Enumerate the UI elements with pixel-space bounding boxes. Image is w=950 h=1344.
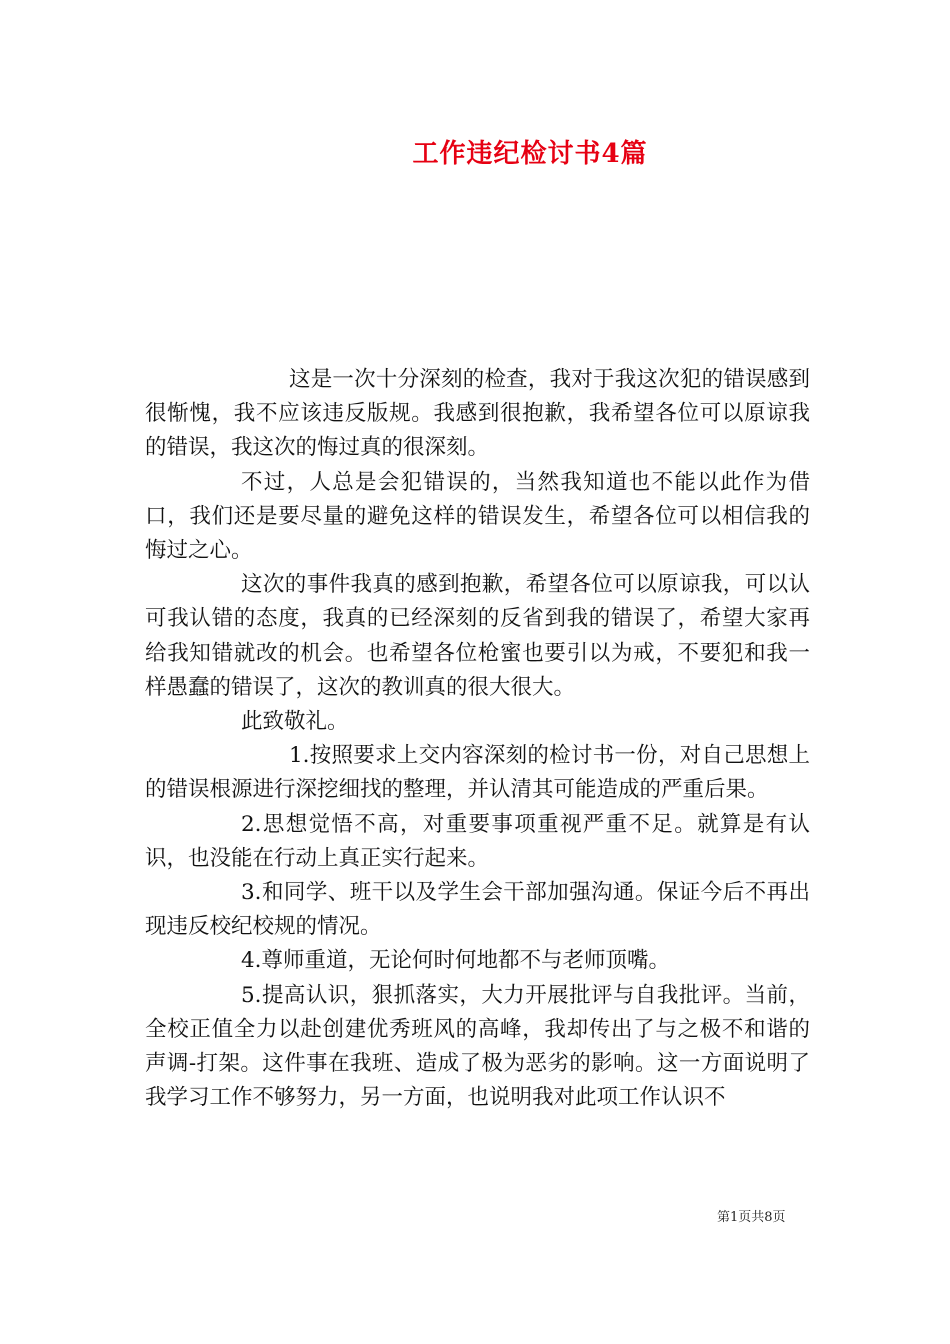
paragraph-3: 这次的事件我真的感到抱歉，希望各位可以原谅我，可以认可我认错的态度，我真的已经深刻的反省到我的错误了，希望大家再给我知错就改的机会。也希望各位枪蜜也要引以为戒，不要犯和我一样愚蠢的错误了，这次的教训真的很大很大。 [145, 572, 810, 700]
document-title: 工作违纪检讨书4篇 [412, 139, 648, 169]
list-item-1: 1.按照要求上交内容深刻的检讨书一份，对自己思想上的错误根源进行深挖细找的整理，并认清其可能造成的严重后果。 [145, 743, 810, 803]
document-body [145, 363, 810, 1115]
page-number-footer: 第1页共8页 [717, 1210, 786, 1225]
list-item-3: 3.和同学、班干以及学生会干部加强沟通。保证今后不再出现违反校纪校规的情况。 [145, 880, 810, 940]
list-item-5: 5.提高认识，狠抓落实，大力开展批评与自我批评。当前，全校正值全力以赴创建优秀班风的高峰，我却传出了与之极不和谐的声调-打架。这件事在我班、造成了极为恶劣的影响。这一方面说明了我学习工作不够努力，另一方面，也说明我对此项工作认识不 [145, 982, 810, 1111]
paragraph-1: 这是一次十分深刻的检查，我对于我这次犯的错误感到很惭愧，我不应该违反版规。我感到很抱歉，我希望各位可以原谅我的错误，我这次的悔过真的很深刻。 [145, 367, 810, 461]
paragraph-closing: 此致敬礼。 [241, 709, 349, 735]
paragraph-2: 不过，人总是会犯错误的，当然我知道也不能以此作为借口，我们还是要尽量的避免这样的错误发生，希望各位可以相信我的悔过之心。 [145, 469, 810, 564]
list-item-4: 4.尊师重道，无论何时何地都不与老师顶嘴。 [241, 948, 671, 974]
list-item-2: 2.思想觉悟不高，对重要事项重视严重不足。就算是有认识，也没能在行动上真正实行起来。 [145, 811, 810, 871]
